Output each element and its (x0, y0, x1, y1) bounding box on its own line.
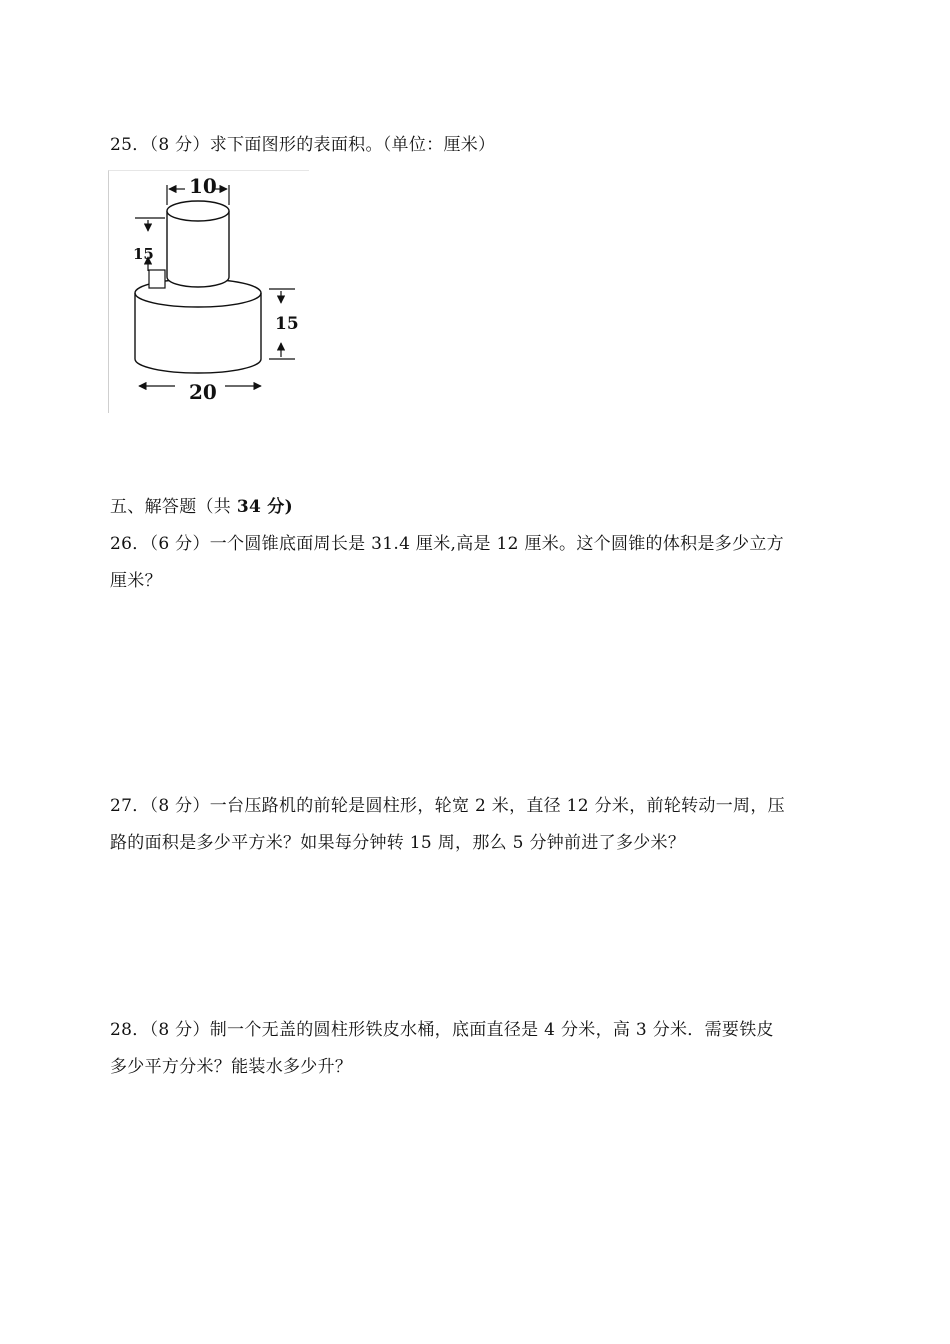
top-height-label: 15 (133, 245, 154, 263)
top-diameter-label: 10 (189, 174, 217, 198)
bottom-height-dimension (269, 289, 299, 359)
composite-cylinder-figure (108, 170, 309, 413)
section-5-title-suffix: 分) (261, 497, 293, 517)
bottom-diameter-dimension (139, 380, 261, 404)
section-5-title-prefix: 五、解答题（共 (110, 497, 237, 517)
height-marker-box (149, 270, 165, 288)
question-26-line-2: 厘米？ (110, 571, 162, 591)
top-height-dimension (133, 218, 165, 271)
question-27-line-1: 27．（8 分）一台压路机的前轮是圆柱形，轮宽 2 米，直径 12 分米，前轮转动一周，压 (110, 796, 785, 816)
question-28-line-2: 多少平方分米？能装水多少升？ (110, 1057, 353, 1077)
section-5-points: 34 (236, 497, 262, 517)
question-28-line-1: 28．（8 分）制一个无盖的圆柱形铁皮水桶，底面直径是 4 分米，高 3 分米．需要铁皮 (110, 1020, 774, 1040)
top-cylinder (167, 201, 229, 287)
bottom-cylinder (135, 279, 261, 373)
question-27-line-2: 路的面积是多少平方米？如果每分钟转 15 周，那么 5 分钟前进了多少米？ (110, 833, 686, 853)
bottom-diameter-label: 20 (189, 380, 217, 404)
question-25-text: 25．（8 分）求下面图形的表面积。（单位：厘米） (110, 135, 496, 155)
question-26-line-1: 26．（6 分）一个圆锥底面周长是 31.4 厘米,高是 12 厘米。这个圆锥的体积是多少立方 (110, 534, 784, 554)
cylinder-diagram (109, 171, 309, 413)
section-5-heading (110, 496, 293, 518)
bottom-height-label: 15 (275, 314, 299, 334)
